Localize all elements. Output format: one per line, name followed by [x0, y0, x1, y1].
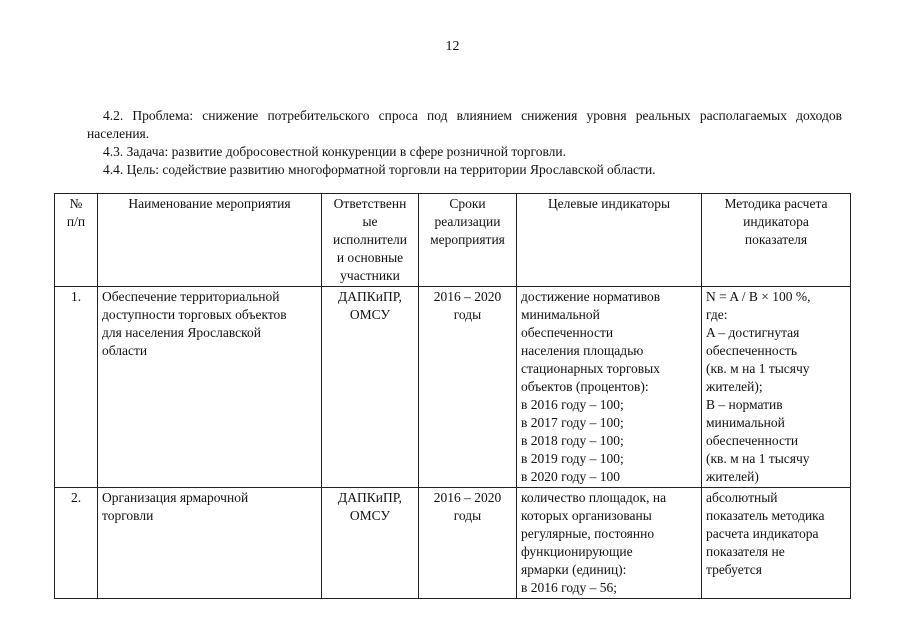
row-method-line: обеспеченность — [706, 343, 798, 358]
row-method — [702, 488, 851, 599]
row-indicators-line: в 2020 году – 100 — [521, 469, 621, 484]
header-responsible-line: ые — [362, 214, 378, 229]
row-name — [98, 287, 322, 488]
page-number: 12 — [445, 39, 460, 54]
problem-paragraph — [87, 107, 842, 143]
row-indicators-line: регулярные, постоянно — [521, 526, 655, 541]
header-responsible-line: участники — [340, 268, 400, 283]
row-indicators — [517, 488, 702, 599]
row-method-line: B – норматив — [706, 397, 783, 412]
header-name — [98, 194, 322, 287]
header-terms-line: Сроки — [449, 196, 486, 211]
row-indicators-line: населения площадью — [521, 343, 644, 358]
row-indicators-line: стационарных торговых — [521, 361, 661, 376]
header-terms-line: мероприятия — [430, 232, 505, 247]
header-terms-line: реализации — [434, 214, 501, 229]
header-responsible-line: исполнители — [332, 232, 408, 247]
task-paragraph — [87, 143, 842, 161]
row-method-line: показатель методика — [706, 508, 825, 523]
header-num-line: № — [69, 196, 83, 211]
row-name-line: доступности торговых объектов — [102, 307, 287, 322]
row-indicators-line: в 2019 году – 100; — [521, 451, 624, 466]
row-name — [98, 488, 322, 599]
row-method-line: жителей); — [706, 379, 763, 394]
row-indicators-line: которых организованы — [521, 508, 652, 523]
row-responsible-line: ДАПКиПР, — [338, 490, 402, 505]
header-indicators-text: Целевые индикаторы — [547, 196, 671, 211]
row-name-line: Обеспечение территориальной — [102, 289, 280, 304]
row-method-line: жителей) — [706, 469, 759, 484]
row-name-line: торговли — [102, 508, 154, 523]
row-indicators-line: достижение нормативов — [521, 289, 661, 304]
table-row — [55, 287, 851, 488]
table-header-row — [55, 194, 851, 287]
row-indicators-line: в 2016 году – 100; — [521, 397, 624, 412]
header-name-text: Наименование мероприятия — [128, 196, 291, 211]
row-method-line: абсолютный — [706, 490, 778, 505]
row-terms-line: годы — [453, 307, 482, 322]
row-indicators-line: функционирующие — [521, 544, 633, 559]
header-responsible-line: Ответственн — [333, 196, 407, 211]
row-responsible-line: ОМСУ — [349, 307, 391, 322]
row-method-line: где: — [706, 307, 728, 322]
row-method-line: (кв. м на 1 тысячу — [706, 361, 810, 376]
row-method-line: расчета индикатора — [706, 526, 819, 541]
row-terms-line: годы — [453, 508, 482, 523]
row-indicators — [517, 287, 702, 488]
header-method — [702, 194, 851, 287]
row-terms-line: 2016 – 2020 — [433, 289, 502, 304]
header-responsible-line: и основные — [336, 250, 404, 265]
row-method-line: показателя не — [706, 544, 785, 559]
row-responsible — [322, 287, 419, 488]
row-method-line: обеспеченности — [706, 433, 799, 448]
header-terms — [419, 194, 517, 287]
row-method-line: A – достигнутая — [706, 325, 800, 340]
measures-table — [54, 193, 851, 599]
row-indicators-line: в 2018 году – 100; — [521, 433, 624, 448]
row-method-line: (кв. м на 1 тысячу — [706, 451, 810, 466]
header-num — [55, 194, 98, 287]
row-method — [702, 287, 851, 488]
row-indicators-line: в 2016 году – 56; — [521, 580, 618, 595]
header-method-line: индикатора — [743, 214, 809, 229]
row-method-line: требуется — [706, 562, 762, 577]
header-method-line: показателя — [744, 232, 808, 247]
row-method-line: минимальной — [706, 415, 785, 430]
row-indicators-line: минимальной — [521, 307, 600, 322]
header-responsible — [322, 194, 419, 287]
header-num-line: п/п — [66, 214, 86, 229]
row-name-line: Организация ярмарочной — [102, 490, 249, 505]
header-indicators — [517, 194, 702, 287]
row-indicators-line: в 2017 году – 100; — [521, 415, 624, 430]
row-name-line: для населения Ярославской — [102, 325, 262, 340]
row-responsible-line: ОМСУ — [349, 508, 391, 523]
row-num: 2. — [55, 488, 98, 599]
goal-paragraph — [87, 161, 842, 179]
row-indicators-line: обеспеченности — [521, 325, 614, 340]
row-terms — [419, 488, 517, 599]
goal-text: 4.4. Цель: содействие развитию многоформатной торговли на территории Ярославской области. — [103, 162, 656, 177]
row-num: 1. — [55, 287, 98, 488]
problem-text: 4.2. Проблема: снижение потребительского спроса под влиянием снижения уровня реальных располагаемых доходов населения. — [87, 108, 842, 141]
row-name-line: области — [102, 343, 148, 358]
header-method-line: Методика расчета — [724, 196, 828, 211]
row-responsible-line: ДАПКиПР, — [338, 289, 402, 304]
row-responsible — [322, 488, 419, 599]
table-row — [55, 488, 851, 599]
row-method-line: N = A / B × 100 %, — [706, 289, 811, 304]
row-indicators-line: объектов (процентов): — [521, 379, 649, 394]
row-terms — [419, 287, 517, 488]
task-text: 4.3. Задача: развитие добросовестной конкуренции в сфере розничной торговли. — [103, 144, 567, 159]
row-indicators-line: количество площадок, на — [521, 490, 667, 505]
row-terms-line: 2016 – 2020 — [433, 490, 502, 505]
row-indicators-line: ярмарки (единиц): — [521, 562, 627, 577]
